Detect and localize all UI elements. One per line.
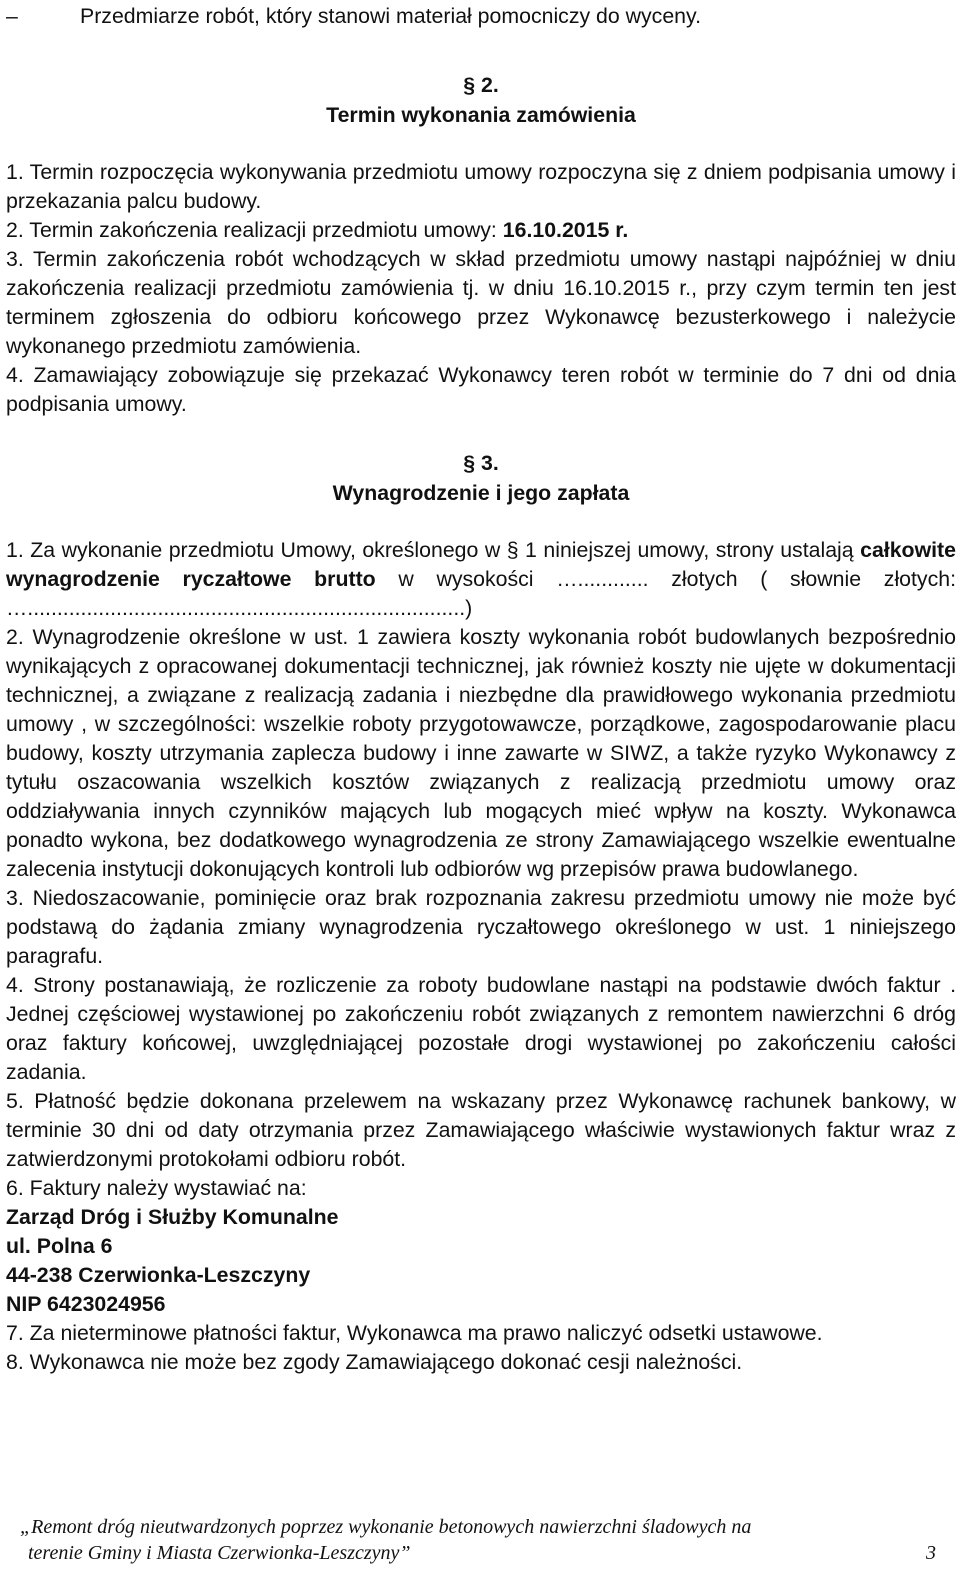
- para-1-tail: w wysokości …............ złotych ( słownie złotych: …..........................................................................): [6, 567, 956, 620]
- completion-date: 16.10.2015 r.: [502, 218, 629, 242]
- section-3-para-5: 5. Płatność będzie dokonana przelewem na wskazany przez Wykonawcę rachunek bankowy, w terminie 30 dni od daty otrzymania przez Zamawiającego właściwie wystawionych faktur wraz z zatwierdzonymi protokołami odbioru robót.: [6, 1089, 956, 1171]
- section-2-title: Termin wykonania zamówienia: [326, 103, 636, 127]
- section-3-para-3: 3. Niedoszacowanie, pominięcie oraz brak rozpoznania zakresu przedmiotu umowy nie może być podstawą do żądania zmiany wynagrodzenia ryczałtowego określonego w ust. 1 niniejszego paragrafu.: [6, 886, 956, 968]
- section-2-body: [6, 158, 956, 419]
- section-2-item-1: 1. Termin rozpoczęcia wykonywania przedmiotu umowy rozpoczyna się z dniem podpisania umowy i przekazania palcu budowy.: [6, 160, 956, 213]
- section-3-para-6: 6. Faktury należy wystawiać na:: [6, 1176, 307, 1200]
- intro-text: Przedmiarze robót, który stanowi materiał pomocniczy do wyceny.: [80, 4, 701, 28]
- section-2-number: § 2.: [463, 73, 499, 97]
- para-1-text: 1. Za wykonanie przedmiotu Umowy, określonego w § 1 niniejszej umowy, strony ustalają: [6, 538, 861, 562]
- footer-line-1: „Remont dróg nieutwardzonych poprzez wykonanie betonowych nawierzchni śladowych na: [20, 1516, 752, 1538]
- item-3-date: 16.10.2015 r.: [563, 276, 692, 300]
- address-nip: NIP 6423024956: [6, 1292, 166, 1316]
- item-3-text-tail: , przy czym termin ten jest terminem zgłoszenia do odbioru końcowego przez Wykonawcę bezusterkowego i należycie wykonanego przedmiotu zamówienia.: [6, 276, 957, 358]
- section-3-para-7: 7. Za nieterminowe płatności faktur, Wykonawca ma prawo naliczyć odsetki ustawowe.: [6, 1321, 823, 1345]
- section-3-para-2: 2. Wynagrodzenie określone w ust. 1 zawiera koszty wykonania robót budowlanych bezpośrednio wynikających z opracowanej dokumentacji technicznej, jak również koszty nie ujęte w dokumentacji technicznej, a związane z realizacją zadania i niezbędne dla prawidłowego wykonania przedmiotu umowy , w szczególności: wszelkie roboty przygotowawcze, porządkowe, zagospodarowanie placu budowy, koszty utrzymania zaplecza budowy i inne zawarte w SIWZ, a także ryzyko Wykonawcy z tytułu oszacowania wszelkich kosztów związanych z realizacją przedmiotu umowy oraz oddziaływania innych czynników mających lub mogących mieć wpływ na koszty. Wykonawca ponadto wykona, bez dodatkowego wynagrodzenia ze strony Zamawiającego wszelkie ewentualne zalecenia instytucji dokonujących kontroli lub odbiorów wg przepisów prawa budowlanego.: [6, 625, 956, 881]
- section-3-para-4: 4. Strony postanawiają, że rozliczenie za roboty budowlane nastąpi na podstawie dwóch faktur . Jednej częściowej wystawionej po zakończeniu robót związanych z remontem nawierzchni 6 dróg oraz faktury końcowej, uwzględniającej pozostałe drogi wystawionej po zakończeniu całości zadania.: [6, 973, 956, 1084]
- section-2-item-3: [6, 245, 956, 361]
- address-city: 44-238 Czerwionka-Leszczyny: [6, 1263, 311, 1287]
- section-3-body: [6, 536, 956, 1377]
- section-2-item-2: [6, 216, 956, 245]
- page-number: 3: [926, 1542, 936, 1564]
- section-2-item-4: 4. Zamawiający zobowiązuje się przekazać Wykonawcy teren robót w terminie do 7 dni od dnia podpisania umowy.: [6, 363, 956, 416]
- item-2-text: 2. Termin zakończenia realizacji przedmiotu umowy:: [6, 218, 503, 242]
- section-3-para-8: 8. Wykonawca nie może bez zgody Zamawiającego dokonać cesji należności.: [6, 1350, 743, 1374]
- section-3-title: Wynagrodzenie i jego zapłata: [332, 481, 630, 505]
- address-name: Zarząd Dróg i Służby Komunalne: [6, 1205, 339, 1229]
- section-3-para-1: [6, 536, 956, 623]
- footer-line-2: terenie Gminy i Miasta Czerwionka-Leszczyny”: [28, 1542, 411, 1564]
- dash-marker: –: [6, 4, 18, 28]
- address-street: ul. Polna 6: [6, 1234, 113, 1258]
- page-footer: [20, 1514, 936, 1566]
- total-remuneration: całkowite wynagrodzenie ryczałtowe brutto: [6, 538, 956, 591]
- section-3-number: § 3.: [463, 451, 499, 475]
- item-3-text: 3. Termin zakończenia robót wchodzących w skład przedmiotu umowy nastąpi najpóźniej w dniu zakończenia realizacji przedmiotu zamówienia tj. w dniu: [6, 247, 956, 300]
- intro-line: [6, 2, 701, 31]
